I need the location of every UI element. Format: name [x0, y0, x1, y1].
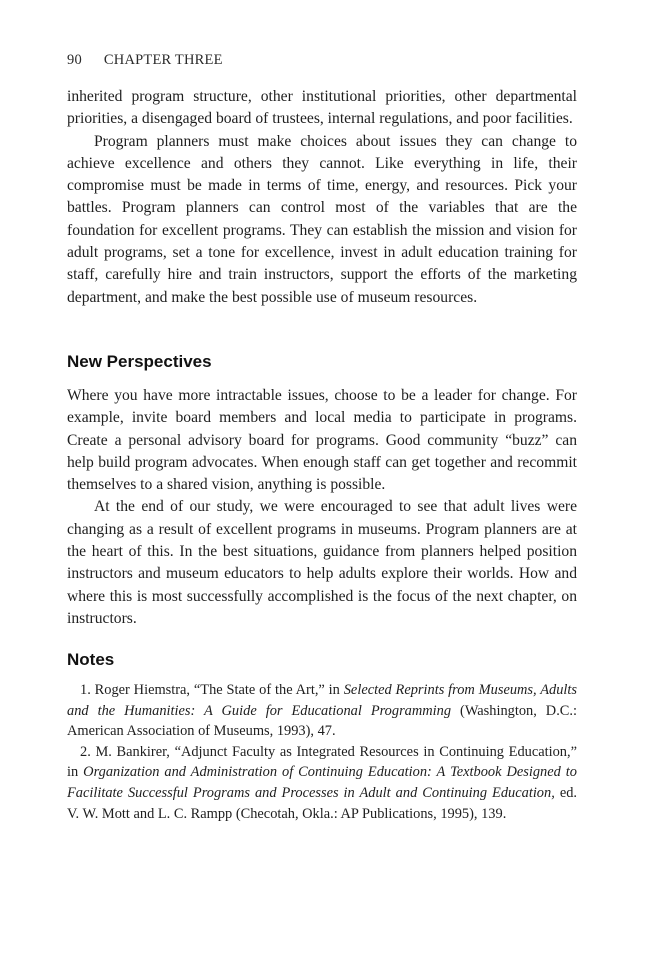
new-perspectives-paragraph-2: At the end of our study, we were encouraged to see that adult lives were changing as a result of excellent programs in museums. Program planners are at the heart of this. In the best situations, guidance from planners helped position instructors and museum educators to help adults explore their worlds. How and where this is most successfully accomplished is the focus of the next chapter, on instructors. — [67, 498, 577, 627]
page-number: 90 — [67, 52, 82, 68]
note-1-lead: 1. Roger Hiemstra, “The State of the Art,” in — [80, 682, 344, 698]
intro-section — [67, 86, 577, 309]
note-2-tail: ed. V. W. Mott and L. C. Rampp (Checotah, Okla.: AP Publications, 1995), 139. — [67, 784, 577, 822]
note-2-lead: 2. M. Bankirer, “Adjunct Faculty as Integrated Resources in Continuing Education,” in — [67, 743, 577, 781]
notes-heading: Notes — [67, 650, 115, 669]
note-1 — [67, 680, 577, 742]
intro-paragraph-2: Program planners must make choices about issues they can change to achieve excellence and others they cannot. Like everything in life, their compromise must be made in terms of time, energy, and resources. Pick your battles. Program planners can control most of the variables that are the foundation for excellent programs. They can establish the mission and vision for adult programs, set a tone for excellence, invest in adult education training for staff, carefully hire and train instructors, support the efforts of the marketing department, and make the best possible use of museum resources. — [67, 132, 577, 306]
chapter-title: CHAPTER THREE — [103, 52, 223, 68]
note-1-title: Selected Reprints from Museums, Adults and the Humanities: A Guide for Educational Programming — [67, 682, 578, 719]
new-perspectives-paragraph-1: Where you have more intractable issues, choose to be a leader for change. For example, invite board members and local media to participate in programs. Create a personal advisory board for programs. Good community “buzz” can help build program advocates. When enough staff can get together and recommit themselves to a shared vision, anything is possible. — [67, 387, 577, 494]
intro-paragraph-1: inherited program structure, other institutional priorities, other departmental priorities, a disengaged board of trustees, internal regulations, and poor facilities. — [67, 88, 577, 128]
new-perspectives-heading: New Perspectives — [67, 352, 212, 371]
note-1-tail: (Washington, D.C.: American Association of Museums, 1993), 47. — [67, 702, 577, 740]
new-perspectives-section — [67, 385, 577, 630]
note-2-title: Organization and Administration of Continuing Education: A Textbook Designed to Facilitate Successful Programs and Processes in Adult and Continuing Education, — [67, 764, 577, 801]
note-2 — [67, 742, 577, 824]
running-head — [67, 52, 223, 69]
notes-section — [67, 680, 577, 824]
